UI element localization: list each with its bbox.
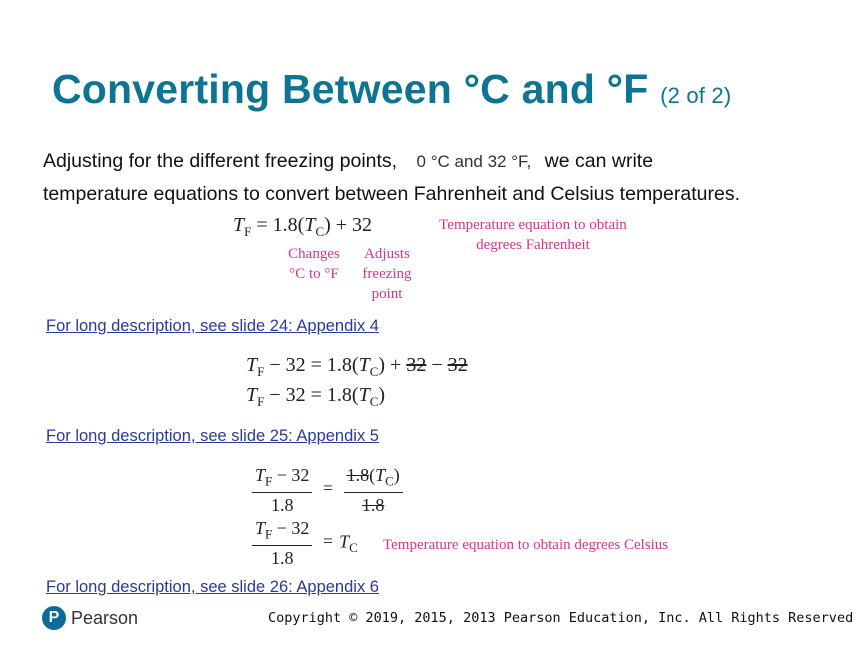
fraction-right: $\frac{1.8(T_C)}{1.8}$ xyxy=(344,465,403,516)
note-adjusts: Adjusts freezing point xyxy=(362,246,412,302)
appendix-6-link[interactable]: For long description, see slide 26: Appendix 6 xyxy=(46,578,379,596)
slide-title xyxy=(52,66,731,113)
equation-subtract-b: $T_F - 32 = 1.8(T_C)$ xyxy=(246,384,386,409)
equation-subtract-a: $T_F - 32 = 1.8(T_C) + 32 - 32$ xyxy=(246,354,468,379)
intro-freezing-points: 0 °C and 32 °F, xyxy=(416,152,532,171)
pearson-logo xyxy=(42,606,138,630)
fraction-final: $\frac{T_F - 32}{1.8}$ xyxy=(252,518,312,569)
cancelled-term-1: 32 xyxy=(406,354,427,376)
intro-line-2: temperature equations to convert between Fahrenheit and Celsius temperatures. xyxy=(43,183,740,205)
intro-start: Adjusting for the different freezing points, xyxy=(43,150,398,172)
appendix-5-link[interactable]: For long description, see slide 25: Appendix 5 xyxy=(46,427,379,445)
intro-end: we can write xyxy=(544,150,654,172)
equation-fahrenheit: $T_F = 1.8(T_C) + 32$ xyxy=(233,214,373,239)
pearson-logo-word: Pearson xyxy=(71,607,139,628)
annotation-celsius: Temperature equation to obtain degrees Celsius xyxy=(383,537,669,553)
equation-celsius: $\frac{T_F - 32}{1.8}$ = $T_C$ xyxy=(252,518,358,569)
equation-divide: $\frac{T_F - 32}{1.8}$ = $\frac{1.8(T_C)}{1.8}$ xyxy=(252,465,403,516)
note-changes: Changes °C to °F xyxy=(288,246,340,282)
annotation-fahrenheit: Temperature equation to obtain degrees Fahrenheit xyxy=(439,217,627,253)
appendix-4-link[interactable]: For long description, see slide 24: Appendix 4 xyxy=(46,317,379,335)
title-main: Converting Between °C and °F xyxy=(52,66,649,112)
cancelled-term-2: 32 xyxy=(447,354,468,376)
copyright-notice: Copyright © 2019, 2015, 2013 Pearson Education, Inc. All Rights Reserved xyxy=(268,610,854,626)
pearson-logo-icon: P xyxy=(42,606,66,630)
title-sub: (2 of 2) xyxy=(660,83,732,108)
fraction-left: $\frac{T_F - 32}{1.8}$ xyxy=(252,465,312,516)
intro-line-1 xyxy=(43,150,653,173)
